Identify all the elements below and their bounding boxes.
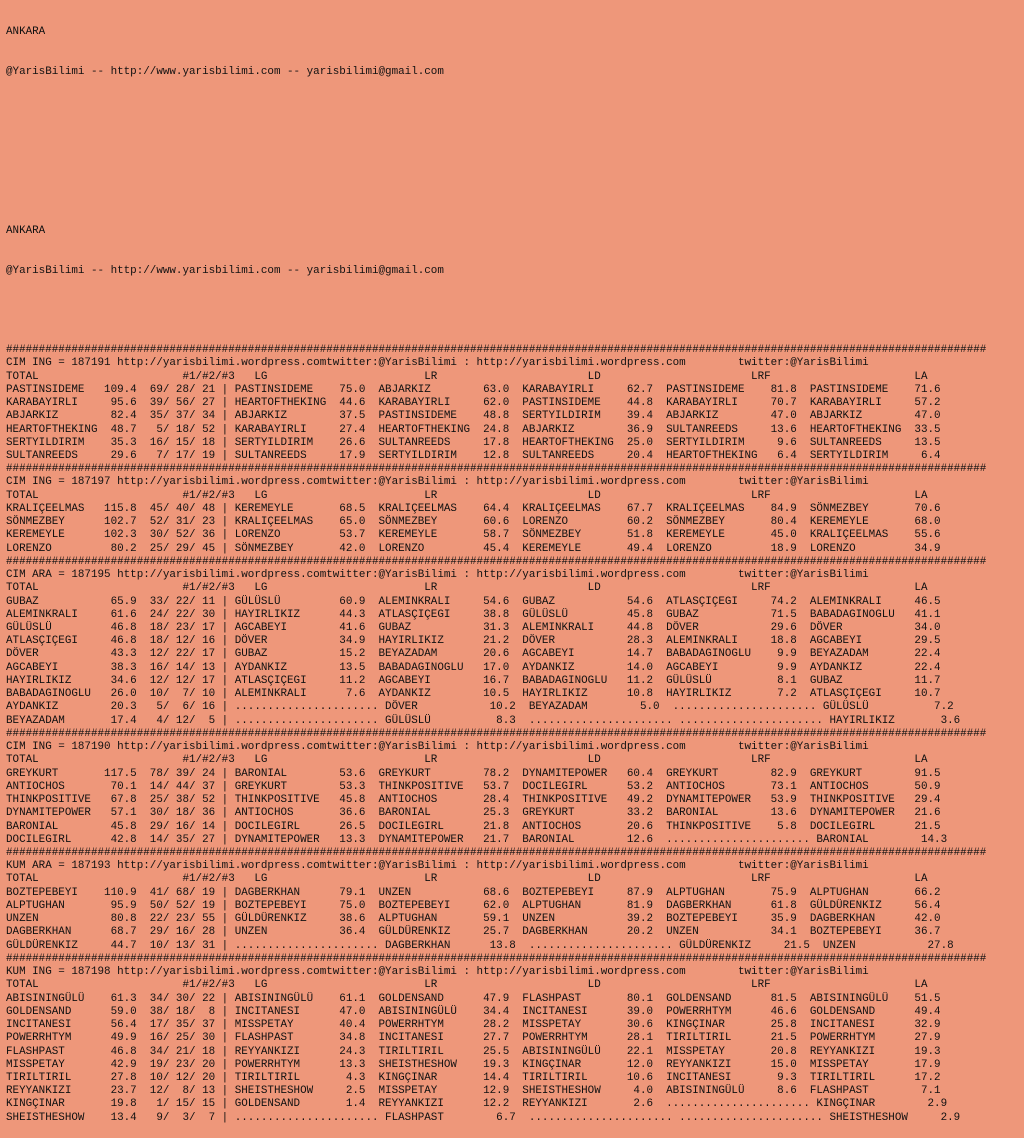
table-row: DÖVER 43.3 12/ 22/ 17 | GUBAZ 15.2 BEYAZADAM 20.6 AGCABEYI 14.7 BABADAGINOGLU 9.9 BEYAZADAM 22.4 — [6, 648, 941, 661]
table-row: KINGÇINAR 19.8 1/ 15/ 15 | GOLDENSAND 1.4 REYYANKIZI 12.2 REYYANKIZI 2.6 ...................... KINGÇINAR 2.9 — [6, 1098, 948, 1111]
separator-line: ###################################################################################################################################################### — [6, 727, 987, 740]
table-row: SULTANREEDS 29.6 7/ 17/ 19 | SULTANREEDS 17.9 SERTYILDIRIM 12.8 SULTANREEDS 20.4 HEARTOFTHEKING 6.4 SERTYILDIRIM 6.4 — [6, 449, 941, 462]
header-city-repeat: ANKARA — [6, 224, 46, 237]
table-row: TIRILTIRIL 27.8 10/ 12/ 20 | TIRILTIRIL 4.3 KINGÇINAR 14.4 TIRILTIRIL 10.6 INCITANESI 9.3 TIRILTIRIL 17.2 — [6, 1071, 941, 1084]
table-row: GUBAZ 65.9 33/ 22/ 11 | GÜLÜSLÜ 60.9 ALEMINKRALI 54.6 GUBAZ 54.6 ATLASÇIÇEGI 74.2 ALEMINKRALI 46.5 — [6, 595, 941, 608]
table-row: FLASHPAST 46.8 34/ 21/ 18 | REYYANKIZI 24.3 TIRILTIRIL 25.5 ABISININGÜLÜ 22.1 MISSPETAY 20.8 REYYANKIZI 19.3 — [6, 1045, 941, 1058]
separator-line: ###################################################################################################################################################### — [6, 847, 987, 859]
table-row: HAYIRLIKIZ 34.6 12/ 12/ 17 | ATLASÇIÇEGI 11.2 AGCABEYI 16.7 BABADAGINOGLU 11.2 GÜLÜSLÜ 8.1 GUBAZ 11.7 — [6, 674, 941, 687]
table-row: SÖNMEZBEY 102.7 52/ 31/ 23 | KRALIÇEELMAS 65.0 SÖNMEZBEY 60.6 LORENZO 60.2 SÖNMEZBEY 80.4 KEREMEYLE 68.0 — [6, 516, 941, 529]
table-row: AGCABEYI 38.3 16/ 14/ 13 | AYDANKIZ 13.5 BABADAGINOGLU 17.0 AYDANKIZ 14.0 AGCABEYI 9.9 AYDANKIZ 22.4 — [6, 661, 941, 674]
table-row: ALEMINKRALI 61.6 24/ 22/ 30 | HAYIRLIKIZ 44.3 ATLASÇIÇEGI 38.8 GÜLÜSLÜ 45.8 GUBAZ 71.5 BABADAGINOGLU 41.1 — [6, 608, 941, 621]
column-headers: TOTAL #1/#2/#3 LG LR LD LRF LA — [6, 873, 928, 886]
header-contact: @YarisBilimi -- http://www.yarisbilimi.com -- yarisbilimi@gmail.com — [6, 66, 444, 79]
table-row: BABADAGINOGLU 26.0 10/ 7/ 10 | ALEMINKRALI 7.6 AYDANKIZ 10.5 HAYIRLIKIZ 10.8 HAYIRLIKIZ 7.2 ATLASÇIÇEGI 10.7 — [6, 688, 941, 701]
race-header: CIM ING = 187191 http://yarisbilimi.wordpress.comtwitter:@YarisBilimi : http://yarisbilimi.wordpress.com twitter:@YarisBilimi — [6, 357, 869, 370]
table-row: REYYANKIZI 23.7 12/ 8/ 13 | SHEISTHESHOW 2.5 MISSPETAY 12.9 SHEISTHESHOW 4.0 ABISININGÜLÜ 8.6 FLASHPAST 7.1 — [6, 1085, 941, 1098]
table-row: KEREMEYLE 102.3 30/ 52/ 36 | LORENZO 53.7 KEREMEYLE 58.7 SÖNMEZBEY 51.8 KEREMEYLE 45.0 KRALIÇEELMAS 55.6 — [6, 529, 941, 542]
table-row: HEARTOFTHEKING 48.7 5/ 18/ 52 | KARABAYIRLI 27.4 HEARTOFTHEKING 24.8 ABJARKIZ 36.9 SULTANREEDS 13.6 HEARTOFTHEKING 33.5 — [6, 423, 941, 436]
table-row: AYDANKIZ 20.3 5/ 6/ 16 | ...................... DÖVER 10.2 BEYAZADAM 5.0 ...................... GÜLÜSLÜ 7.2 — [6, 701, 954, 714]
column-headers: TOTAL #1/#2/#3 LG LR LD LRF LA — [6, 754, 928, 767]
table-row: BEYAZADAM 17.4 4/ 12/ 5 | ...................... GÜLÜSLÜ 8.3 ...................... ...................... HAYIRLIKIZ 3.6 — [6, 714, 961, 727]
race-header: KUM ARA = 187193 http://yarisbilimi.wordpress.comtwitter:@YarisBilimi : http://yarisbilimi.wordpress.com twitter:@YarisBilimi — [6, 860, 869, 873]
results-document — [6, 0, 986, 1138]
header-city: ANKARA — [6, 26, 46, 39]
race-header: CIM ARA = 187195 http://yarisbilimi.wordpress.comtwitter:@YarisBilimi : http://yarisbilimi.wordpress.com twitter:@YarisBilimi — [6, 569, 869, 582]
table-row: KARABAYIRLI 95.6 39/ 56/ 27 | HEARTOFTHEKING 44.6 KARABAYIRLI 62.0 PASTINSIDEME 44.8 KARABAYIRLI 70.7 KARABAYIRLI 57.2 — [6, 397, 941, 410]
header-contact-repeat: @YarisBilimi -- http://www.yarisbilimi.com -- yarisbilimi@gmail.com — [6, 264, 444, 277]
table-row: GREYKURT 117.5 78/ 39/ 24 | BARONIAL 53.6 GREYKURT 78.2 DYNAMITEPOWER 60.4 GREYKURT 82.9 GREYKURT 91.5 — [6, 767, 941, 780]
race-header: KUM ING = 187198 http://yarisbilimi.wordpress.comtwitter:@YarisBilimi : http://yarisbilimi.wordpress.com twitter:@YarisBilimi — [6, 966, 869, 979]
separator-line: ###################################################################################################################################################### — [6, 952, 987, 965]
column-headers: TOTAL #1/#2/#3 LG LR LD LRF LA — [6, 582, 928, 595]
table-row: ABISININGÜLÜ 61.3 34/ 30/ 22 | ABISININGÜLÜ 61.1 GOLDENSAND 47.9 FLASHPAST 80.1 GOLDENSAND 81.5 ABISININGÜLÜ 51.5 — [6, 992, 941, 1005]
separator-line: ###################################################################################################################################################### — [6, 344, 987, 357]
separator-line: ###################################################################################################################################################### — [6, 555, 987, 568]
column-headers: TOTAL #1/#2/#3 LG LR LD LRF LA — [6, 489, 928, 502]
table-row: THINKPOSITIVE 67.8 25/ 38/ 52 | THINKPOSITIVE 45.8 ANTIOCHOS 28.4 THINKPOSITIVE 49.2 DYNAMITEPOWER 53.9 THINKPOSITIVE 29.4 — [6, 794, 941, 807]
table-row: SERTYILDIRIM 35.3 16/ 15/ 18 | SERTYILDIRIM 26.6 SULTANREEDS 17.8 HEARTOFTHEKING 25.0 SERTYILDIRIM 9.6 SULTANREEDS 13.5 — [6, 436, 941, 449]
table-row: POWERRHTYM 49.9 16/ 25/ 30 | FLASHPAST 34.8 INCITANESI 27.7 POWERRHTYM 28.1 TIRILTIRIL 21.5 POWERRHTYM 27.9 — [6, 1032, 941, 1045]
table-row: MISSPETAY 42.9 19/ 23/ 20 | POWERRHTYM 13.3 SHEISTHESHOW 19.3 KINGÇINAR 12.0 REYYANKIZI 15.0 MISSPETAY 17.9 — [6, 1058, 941, 1071]
column-headers: TOTAL #1/#2/#3 LG LR LD LRF LA — [6, 979, 928, 992]
table-row: SHEISTHESHOW 13.4 9/ 3/ 7 | ...................... FLASHPAST 6.7 ...................... ...................... SHEISTHESHOW 2.9 — [6, 1111, 961, 1124]
race-header: CIM ING = 187197 http://yarisbilimi.wordpress.comtwitter:@YarisBilimi : http://yarisbilimi.wordpress.com twitter:@YarisBilimi — [6, 476, 869, 489]
blank-line — [6, 185, 986, 198]
table-row: DOCILEGIRL 42.8 14/ 35/ 27 | DYNAMITEPOWER 13.3 DYNAMITEPOWER 21.7 BARONIAL 12.6 ...................... BARONIAL 14.3 — [6, 833, 948, 846]
table-row: GÜLÜSLÜ 46.8 18/ 23/ 17 | AGCABEYI 41.6 GUBAZ 31.3 ALEMINKRALI 44.8 DÖVER 29.6 DÖVER 34.0 — [6, 622, 941, 635]
table-row: KRALIÇEELMAS 115.8 45/ 40/ 48 | KEREMEYLE 68.5 KRALIÇEELMAS 64.4 KRALIÇEELMAS 67.7 KRALIÇEELMAS 84.9 SÖNMEZBEY 70.6 — [6, 502, 941, 515]
column-headers: TOTAL #1/#2/#3 LG LR LD LRF LA — [6, 370, 928, 383]
table-row: DAGBERKHAN 68.7 29/ 16/ 28 | UNZEN 36.4 GÜLDÜRENKIZ 25.7 DAGBERKHAN 20.2 UNZEN 34.1 BOZTEPEBEYI 36.7 — [6, 926, 941, 939]
table-row: LORENZO 80.2 25/ 29/ 45 | SÖNMEZBEY 42.0 LORENZO 45.4 KEREMEYLE 49.4 LORENZO 18.9 LORENZO 34.9 — [6, 542, 941, 555]
table-row: GÜLDÜRENKIZ 44.7 10/ 13/ 31 | ...................... DAGBERKHAN 13.8 ...................... GÜLDÜRENKIZ 21.5 UNZEN 27.8 — [6, 939, 954, 952]
race-header: CIM ING = 187190 http://yarisbilimi.wordpress.comtwitter:@YarisBilimi : http://yarisbilimi.wordpress.com twitter:@YarisBilimi — [6, 741, 869, 754]
table-row: ANTIOCHOS 70.1 14/ 44/ 37 | GREYKURT 53.3 THINKPOSITIVE 53.7 DOCILEGIRL 53.2 ANTIOCHOS 73.1 ANTIOCHOS 50.9 — [6, 780, 941, 793]
table-row: GOLDENSAND 59.0 38/ 18/ 8 | INCITANESI 47.0 ABISININGÜLÜ 34.4 INCITANESI 39.0 POWERRHTYM 46.6 GOLDENSAND 49.4 — [6, 1005, 941, 1018]
table-row: UNZEN 80.8 22/ 23/ 55 | GÜLDÜRENKIZ 38.6 ALPTUGHAN 59.1 UNZEN 39.2 BOZTEPEBEYI 35.9 DAGBERKHAN 42.0 — [6, 913, 941, 926]
blank-line — [6, 106, 986, 119]
race-tables — [6, 344, 986, 1125]
blank-line — [6, 304, 986, 317]
table-row: ALPTUGHAN 95.9 50/ 52/ 19 | BOZTEPEBEYI 75.0 BOZTEPEBEYI 62.0 ALPTUGHAN 81.9 DAGBERKHAN 61.8 GÜLDÜRENKIZ 56.4 — [6, 899, 941, 912]
table-row: BOZTEPEBEYI 110.9 41/ 68/ 19 | DAGBERKHAN 79.1 UNZEN 68.6 BOZTEPEBEYI 87.9 ALPTUGHAN 75.9 ALPTUGHAN 66.2 — [6, 886, 941, 899]
table-row: INCITANESI 56.4 17/ 35/ 37 | MISSPETAY 40.4 POWERRHTYM 28.2 MISSPETAY 30.6 KINGÇINAR 25.8 INCITANESI 32.9 — [6, 1019, 941, 1032]
table-row: ATLASÇIÇEGI 46.8 18/ 12/ 16 | DÖVER 34.9 HAYIRLIKIZ 21.2 DÖVER 28.3 ALEMINKRALI 18.8 AGCABEYI 29.5 — [6, 635, 941, 648]
table-row: BARONIAL 45.8 29/ 16/ 14 | DOCILEGIRL 26.5 DOCILEGIRL 21.8 ANTIOCHOS 20.6 THINKPOSITIVE 5.8 DOCILEGIRL 21.5 — [6, 820, 941, 833]
table-row: PASTINSIDEME 109.4 69/ 28/ 21 | PASTINSIDEME 75.0 ABJARKIZ 63.0 KARABAYIRLI 62.7 PASTINSIDEME 81.8 PASTINSIDEME 71.6 — [6, 383, 941, 396]
table-row: DYNAMITEPOWER 57.1 30/ 18/ 36 | ANTIOCHOS 36.6 BARONIAL 25.3 GREYKURT 33.2 BARONIAL 13.6 DYNAMITEPOWER 21.6 — [6, 807, 941, 820]
blank-line — [6, 146, 986, 159]
table-row: ABJARKIZ 82.4 35/ 37/ 34 | ABJARKIZ 37.5 PASTINSIDEME 48.8 SERTYILDIRIM 39.4 ABJARKIZ 47.0 ABJARKIZ 47.0 — [6, 410, 941, 423]
separator-line: ###################################################################################################################################################### — [6, 463, 987, 476]
